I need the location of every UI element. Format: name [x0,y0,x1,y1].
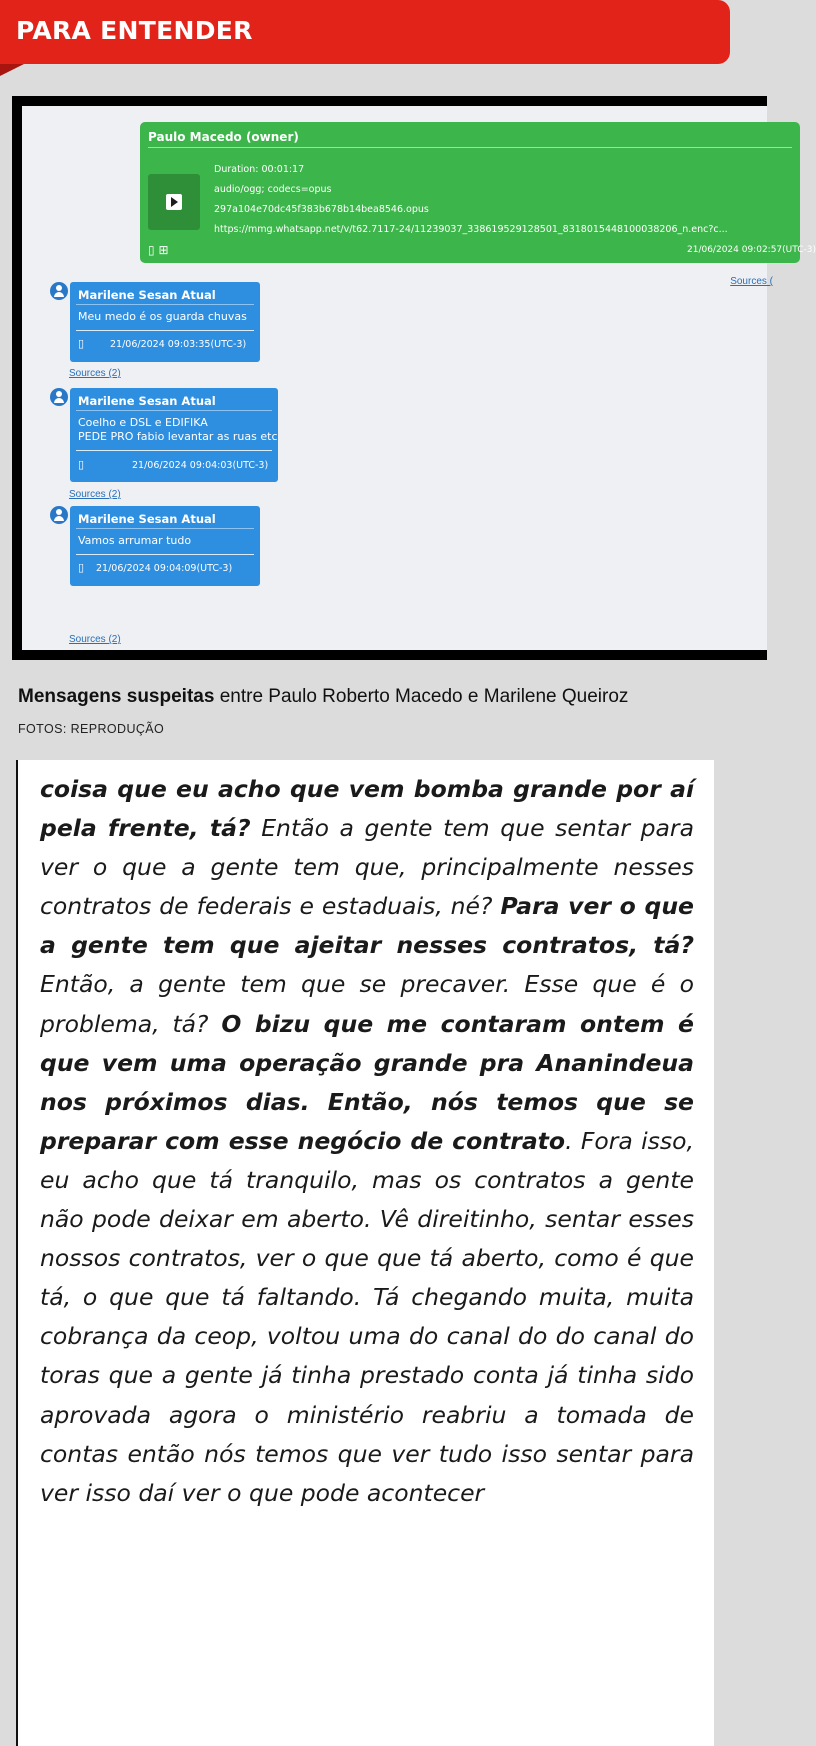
audio-codec: audio/ogg; codecs=opus [214,184,332,195]
chat-message-3 [70,506,260,586]
divider [76,450,272,451]
message-timestamp: 21/06/2024 09:03:35(UTC-3) [110,339,247,350]
message-timestamp: 21/06/2024 09:04:09(UTC-3) [96,563,233,574]
message-sender: Marilene Sesan Atual [78,512,216,526]
audio-duration: Duration: 00:01:17 [214,164,305,175]
quote-text-3: . Fora isso, eu acho que tá tranquilo, mas os contratos a gente não pode deixar em aberto. Vê direitinho, sentar esses nossos contratos, ver o que que tá aberto, como é que tá, o que que tá faltando. Tá chegando muita, muita cobrança da ceop, voltou uma do canal do do canal do toras que a gente já tinha prestado conta já tinha sido aprovada agora o ministério reabriu a tomada de contas então nós temos que ver tudo isso sentar para ver isso daí ver o que pode acontecer [40,1126,695,1507]
message-sender: Marilene Sesan Atual [78,394,216,408]
phone-icon: ▯ [78,561,85,574]
transcript-quote [16,760,714,1746]
chat-panel [22,106,816,650]
divider [148,147,792,148]
whatsapp-screenshot [12,96,816,660]
sources-link[interactable]: Sources (2) [69,489,121,500]
message-sender: Marilene Sesan Atual [78,288,216,302]
divider [76,330,254,331]
caption-bold: Mensagens suspeitas [18,686,215,707]
message-text-line-2: PEDE PRO fabio levantar as ruas etc [78,430,278,443]
section-title: PARA ENTENDER [16,16,253,45]
user-avatar-icon [50,388,68,406]
header-tab-fold [0,64,24,76]
phone-icon: ▯ [78,337,85,350]
message-text-line-1: Coelho e DSL e EDIFIKA [78,416,208,429]
quote-text-2: Então, a gente tem que se precaver. Esse que é o problema, tá? [40,970,694,1038]
message-device-icons [148,243,169,257]
photo-credit: FOTOS: REPRODUÇÃO [18,722,165,736]
quote-bold-2: Para ver o que a gente tem que ajeitar nesses contratos, tá? [40,892,694,960]
section-header [0,0,730,64]
audio-url[interactable]: https://mmg.whatsapp.net/v/t62.7117-24/11239037_338619529128501_8318015448100038206_n.enc?c... [214,224,728,235]
photo-caption [18,686,628,708]
divider [76,304,254,305]
user-avatar-icon [50,282,68,300]
sources-link[interactable]: Sources ( [730,276,773,287]
chat-message-2 [70,388,278,482]
message-text: Vamos arrumar tudo [78,534,192,547]
message-text: Meu medo é os guarda chuvas [78,310,247,323]
divider [76,554,254,555]
sources-link[interactable]: Sources (2) [69,634,121,645]
divider [76,410,272,411]
phone-icon: ▯ [148,243,155,257]
play-icon[interactable] [166,194,182,210]
message-sender: Paulo Macedo (owner) [148,130,299,144]
quote-bold-1: coisa que eu acho que vem bomba grande por aí pela frente, tá? [40,775,694,843]
message-timestamp: 21/06/2024 09:04:03(UTC-3) [132,460,269,471]
divider [76,528,254,529]
quote-bold-3: O bizu que me contaram ontem é que vem uma operação grande pra Ananindeua nos próximos dias. Então, nós temos que se preparar com esse negócio de contrato [40,1009,694,1155]
user-avatar-icon [50,506,68,524]
phone-icon: ▯ [78,458,85,471]
chat-message-1 [70,282,260,362]
caption-text: entre Paulo Roberto Macedo e Marilene Queiroz [214,686,629,707]
contact-icon: ⊞ [158,243,169,257]
audio-attachment[interactable] [148,174,200,230]
transcript-text [40,770,694,1513]
message-timestamp: 21/06/2024 09:02:57(UTC-3) [687,245,816,255]
audio-message-bubble [140,122,816,263]
quote-text-1: Então a gente tem que sentar para ver o que a gente tem que, principalmente nesses contratos de federais e estaduais, né? [40,814,694,921]
sources-link[interactable]: Sources (2) [69,368,121,379]
audio-filename: 297a104e70dc45f383b678b14bea8546.opus [214,204,429,215]
